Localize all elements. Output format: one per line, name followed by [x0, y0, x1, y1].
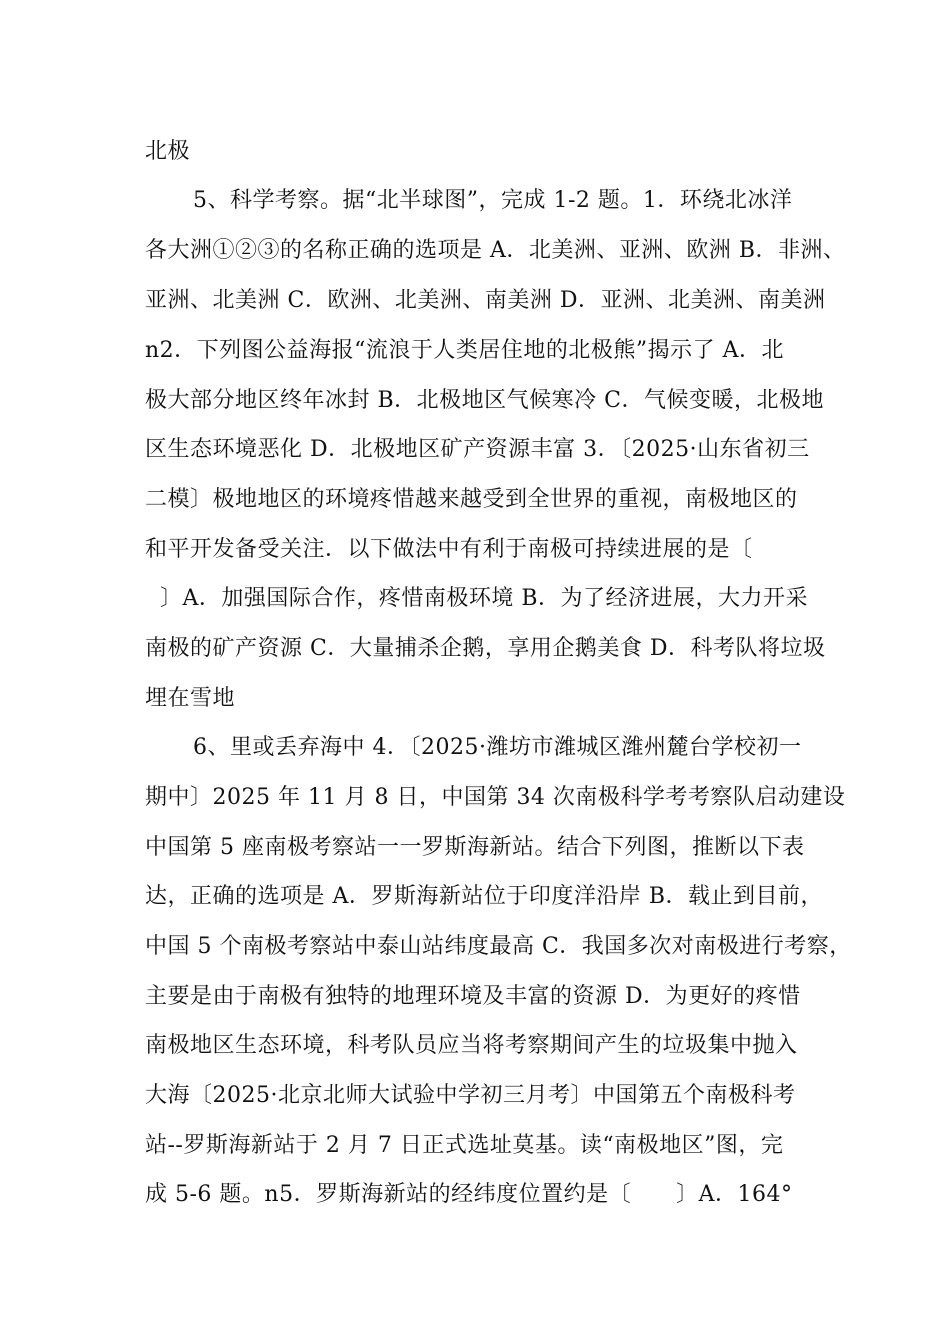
- text-line: 亚洲、北美洲 C．欧洲、北美洲、南美洲 D．亚洲、北美洲、南美洲: [145, 288, 826, 313]
- text-line: 和平开发备受关注．以下做法中有利于南极可持续进展的是〔: [145, 537, 753, 562]
- text-line: 主要是由于南极有独特的地理环境及丰富的资源 D．为更好的疼惜: [145, 984, 801, 1009]
- text-line: 6、里或丢弃海中 4．〔2025·潍坊市潍城区潍州麓台学校初一: [193, 735, 802, 760]
- text-line: 大海〔2025·北京北师大试验中学初三月考〕中国第五个南极科考: [145, 1083, 796, 1108]
- text-line: 南极的矿产资源 C．大量捕杀企鹅，享用企鹅美食 D．科考队将垃圾: [145, 636, 826, 661]
- text-line: 极大部分地区终年冰封 B．北极地区气候寒冷 C．气候变暖，北极地: [145, 388, 824, 413]
- text-line: 南极地区生态环境，科考队员应当将考察期间产生的垃圾集中抛入: [145, 1033, 798, 1058]
- text-line: 北极: [145, 139, 191, 164]
- text-line: 埋在雪地: [145, 686, 236, 711]
- text-line: 二模〕极地地区的环境疼惜越来越受到全世界的重视，南极地区的: [145, 487, 798, 512]
- text-line: n2．下列图公益海报“流浪于人类居住地的北极熊”揭示了 A．北: [145, 338, 785, 363]
- text-line: 站--罗斯海新站于 2 月 7 日正式选址莫基。读“南极地区”图，完: [145, 1133, 784, 1158]
- text-line: 各大洲①②③的名称正确的选项是 A．北美洲、亚洲、欧洲 B．非洲、: [145, 238, 846, 263]
- text-line: 区生态环境恶化 D．北极地区矿产资源丰富 3．〔2025·山东省初三: [145, 437, 810, 462]
- text-line: 中国 5 个南极考察站中泰山站纬度最高 C．我国多次对南极进行考察，: [145, 934, 852, 959]
- text-line: 成 5-6 题。n5．罗斯海新站的经纬度位置约是〔 〕A．164°: [145, 1182, 793, 1207]
- text-line: 期中〕2025 年 11 月 8 日，中国第 34 次南极科学考考察队启动建设: [145, 785, 846, 810]
- text-line: 5、科学考察。据“北半球图”，完成 1-2 题。1．环绕北冰洋: [193, 188, 793, 213]
- text-line: 达，正确的选项是 A．罗斯海新站位于印度洋沿岸 B．载止到目前，: [145, 884, 824, 909]
- text-line: 〕A．加强国际合作，疼惜南极环境 B．为了经济进展，大力开采: [160, 586, 809, 611]
- text-line: 中国第 5 座南极考察站一一罗斯海新站。结合下列图，推断以下表: [145, 835, 805, 860]
